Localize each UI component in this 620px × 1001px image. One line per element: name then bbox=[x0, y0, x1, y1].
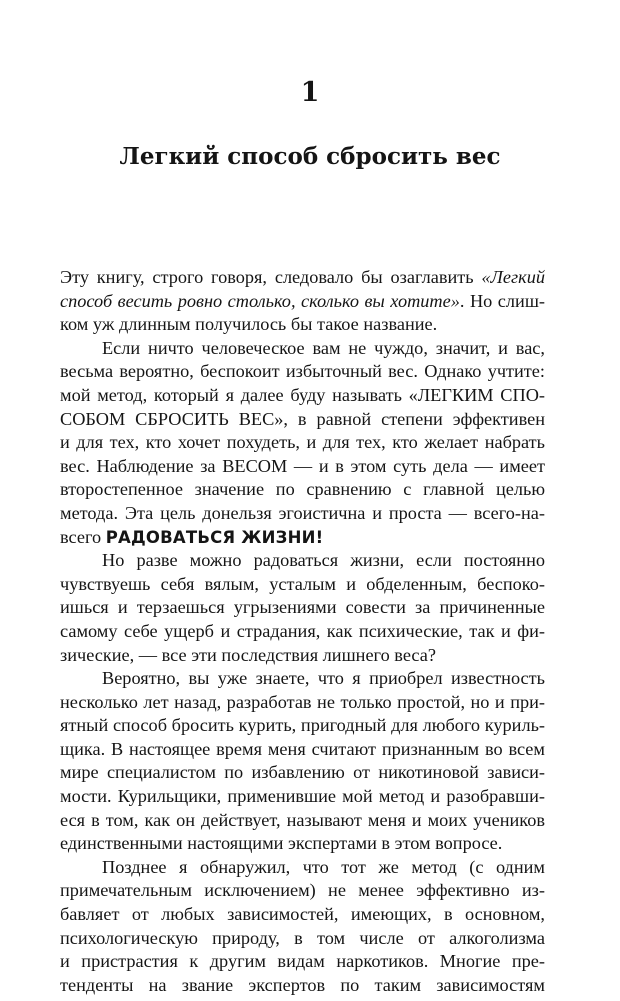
paragraph bbox=[60, 856, 545, 998]
italic-text: способ весить ровно столько, сколько вы хотите» bbox=[60, 290, 460, 311]
text-line bbox=[60, 950, 545, 974]
text-line bbox=[60, 549, 545, 573]
text-run: Если ничто человеческое вам не чуждо, значит, и вас, bbox=[102, 337, 545, 358]
text-run: Позднее я обнаружил, что тот же метод (с одним bbox=[102, 856, 545, 877]
text-run: и для тех, кто хочет похудеть, и для тех, кто желает набрать bbox=[60, 432, 545, 453]
text-line bbox=[60, 738, 545, 762]
text-line bbox=[60, 431, 545, 455]
text-line bbox=[60, 714, 545, 738]
text-run: самому себе ущерб и страдания, как психические, так и фи- bbox=[60, 620, 545, 641]
text-run: мире специалистом по избавлению от никотиновой зависи- bbox=[60, 762, 545, 783]
text-run: щика. В настоящее время меня считают признанным во всем bbox=[60, 738, 545, 759]
text-line bbox=[60, 691, 545, 715]
text-run: . Но слиш- bbox=[459, 290, 545, 311]
text-line bbox=[60, 879, 545, 903]
text-line bbox=[60, 903, 545, 927]
text-line bbox=[60, 478, 545, 502]
text-run: зические, — все эти последствия лишнего веса? bbox=[60, 644, 436, 665]
text-line bbox=[60, 266, 545, 290]
text-run: ишься и терзаешься угрызениями совести за причиненные bbox=[60, 597, 545, 618]
chapter-body bbox=[60, 266, 545, 997]
text-run: несколько лет назад, разработав не только простой, но и при- bbox=[60, 691, 545, 712]
text-line bbox=[60, 832, 545, 856]
text-line bbox=[60, 644, 545, 668]
text-run: вес. Наблюдение за ВЕСОМ — и в этом суть дела — имеет bbox=[60, 455, 545, 476]
text-line bbox=[60, 856, 545, 880]
text-line bbox=[60, 974, 545, 998]
paragraph bbox=[60, 667, 545, 856]
text-line bbox=[60, 927, 545, 951]
text-line bbox=[60, 408, 545, 432]
text-line bbox=[60, 313, 545, 337]
paragraph bbox=[60, 549, 545, 667]
text-run: примечательным исключением) не менее эффективно из- bbox=[60, 880, 545, 901]
text-run: мой метод, который я далее буду называть «ЛЕГКИМ СПО- bbox=[60, 384, 545, 405]
text-line bbox=[60, 384, 545, 408]
text-run: весьма вероятно, беспокоит избыточный вес. Однако учтите: bbox=[60, 361, 545, 382]
text-run: всего bbox=[60, 526, 106, 547]
text-run: Эту книгу, строго говоря, следовало бы озаглавить bbox=[60, 267, 482, 287]
text-line bbox=[60, 360, 545, 384]
text-run: мости. Курильщики, применившие мой метод и разобравши- bbox=[60, 786, 545, 807]
text-line bbox=[60, 526, 545, 550]
text-run: метода. Эта цель донельзя эгоистична и проста — всего-на- bbox=[60, 502, 545, 523]
text-run: бавляет от любых зависимостей, имеющих, в основном, bbox=[60, 904, 545, 925]
text-run: чувствуешь себя вялым, усталым и обделенным, беспоко- bbox=[60, 573, 545, 594]
text-line bbox=[60, 667, 545, 691]
text-line bbox=[60, 455, 545, 479]
text-line bbox=[60, 809, 545, 833]
text-run: ком уж длинным получилось бы такое название. bbox=[60, 314, 438, 335]
text-run: ятный способ бросить курить, пригодный для любого куриль- bbox=[60, 715, 545, 736]
text-run: и пристрастия к другим видам наркотиков. Многие пре- bbox=[60, 951, 545, 972]
paragraph bbox=[60, 266, 545, 337]
text-run: единственными настоящими экспертами в этом вопросе. bbox=[60, 833, 503, 854]
text-run: СОБОМ СБРОСИТЬ ВЕС», в равной степени эффективен bbox=[60, 408, 545, 429]
text-run: еся в том, как он действует, называют меня и моих учеников bbox=[60, 809, 545, 830]
text-run: второстепенное значение по сравнению с главной целью bbox=[60, 479, 545, 500]
bold-emphasis: РАДОВАТЬСЯ ЖИЗНИ! bbox=[105, 527, 324, 547]
text-line bbox=[60, 761, 545, 785]
text-line bbox=[60, 573, 545, 597]
text-line bbox=[60, 596, 545, 620]
text-run: Вероятно, вы уже знаете, что я приобрел известность bbox=[102, 668, 545, 689]
chapter-title: Легкий способ сбросить вес bbox=[119, 143, 501, 170]
chapter-number: 1 bbox=[300, 77, 320, 108]
text-run: психологическую природу, в том числе от алкоголизма bbox=[60, 927, 545, 948]
text-line bbox=[60, 502, 545, 526]
text-line bbox=[60, 620, 545, 644]
text-line bbox=[60, 785, 545, 809]
paragraph bbox=[60, 337, 545, 549]
text-run: Но разве можно радоваться жизни, если постоянно bbox=[102, 550, 545, 571]
text-run: тенденты на звание экспертов по таким зависимостям bbox=[60, 974, 545, 995]
italic-text: «Легкий bbox=[481, 267, 545, 287]
text-line bbox=[60, 290, 545, 314]
text-line bbox=[60, 337, 545, 361]
